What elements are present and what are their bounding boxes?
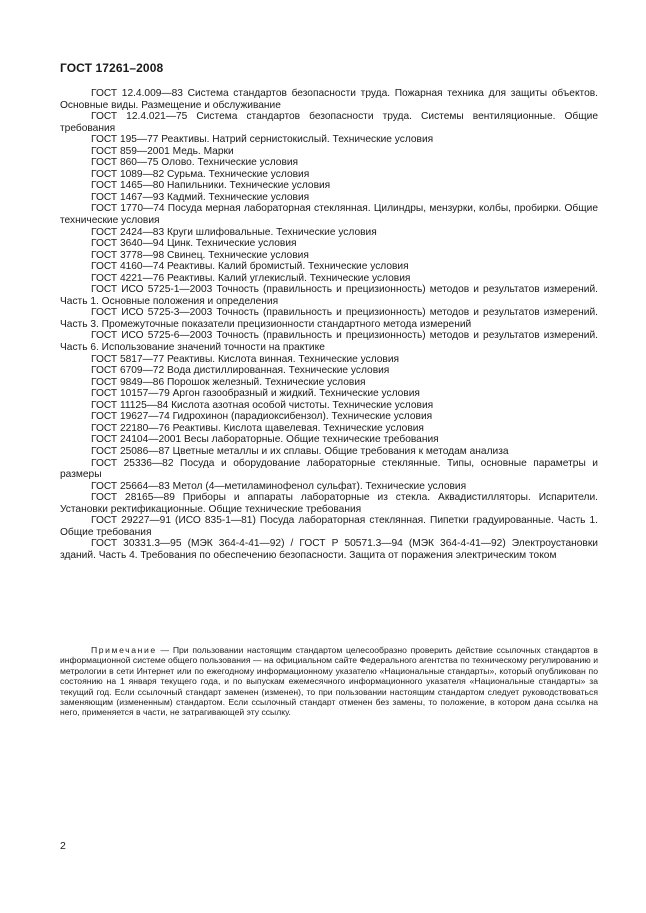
- reference-item: ГОСТ 6709—72 Вода дистиллированная. Технические условия: [91, 365, 390, 377]
- reference-item: ГОСТ 4160—74 Реактивы. Калий бромистый. Технические условия: [91, 261, 409, 273]
- reference-item: ГОСТ 2424—83 Круги шлифовальные. Технические условия: [91, 226, 377, 238]
- reference-item: ГОСТ 5817—77 Реактивы. Кислота винная. Технические условия: [91, 353, 400, 365]
- reference-item: ГОСТ 860—75 Олово. Технические условия: [91, 157, 299, 169]
- reference-item: ГОСТ 195—77 Реактивы. Натрий сернистокислый. Технические условия: [91, 134, 434, 146]
- reference-item: ГОСТ 4221—76 Реактивы. Калий углекислый. Технические условия: [91, 272, 411, 284]
- reference-item: ГОСТ 25336—82 Посуда и оборудование лабораторные стеклянные. Типы, основные параметры и размеры: [60, 457, 598, 481]
- note-text: — При пользовании настоящим стандартом целесообразно проверить действие ссылочных стандартов в информационной системе общего пользования — на официальном сайте Федерального агентства по техническому регулированию и метрологии в сети Интернет или по ежегодному информационному указателю «Национальные стандарты», который опубликован по состоянию на 1 января текущего года, и по выпускам ежемесячного информационного указателя «Национальные стандарты» за текущий год. Если ссылочный стандарт заменен (изменен), то при пользовании настоящим стандартом следует руководствоваться заменяющим (измененным) стандартом. Если ссылочный стандарт отменен без замены, то положение, в котором дана ссылка на него, применяется в части, не затрагивающей эту ссылку.: [60, 645, 598, 718]
- document-header: ГОСТ 17261–2008: [60, 61, 164, 75]
- reference-item: ГОСТ 25664—83 Метол (4—метиламинофенол сульфат). Технические условия: [91, 480, 467, 492]
- reference-item: ГОСТ ИСО 5725-1—2003 Точность (правильность и прецизионность) методов и результатов измерений. Часть 1. Основные положения и определения: [60, 284, 598, 307]
- reference-item: ГОСТ 9849—86 Порошок железный. Технические условия: [91, 376, 366, 388]
- reference-item: ГОСТ 3640—94 Цинк. Технические условия: [91, 238, 297, 250]
- references-list: [60, 88, 598, 561]
- reference-item: ГОСТ 12.4.021—75 Система стандартов безопасности труда. Системы вентиляционные. Общие требования: [60, 111, 598, 134]
- note-paragraph: [60, 645, 598, 718]
- reference-item: ГОСТ 19627—74 Гидрохинон (парадиоксибензол). Технические условия: [91, 411, 433, 423]
- reference-item: ГОСТ 12.4.009—83 Система стандартов безопасности труда. Пожарная техника для защиты объектов. Основные виды. Размещение и обслуживание: [60, 88, 598, 111]
- reference-item: ГОСТ 3778—98 Свинец. Технические условия: [91, 249, 309, 261]
- page-number: 2: [60, 840, 66, 852]
- reference-item: ГОСТ 25086—87 Цветные металлы и их сплавы. Общие требования к методам анализа: [91, 445, 509, 457]
- reference-item: ГОСТ 1465—80 Напильники. Технические условия: [91, 180, 331, 192]
- reference-item: ГОСТ 1089—82 Сурьма. Технические условия: [91, 168, 310, 180]
- reference-item: ГОСТ 24104—2001 Весы лабораторные. Общие технические требования: [91, 434, 439, 446]
- reference-item: ГОСТ 859—2001 Медь. Марки: [91, 145, 234, 157]
- reference-item: ГОСТ 22180—76 Реактивы. Кислота щавелевая. Технические условия: [91, 422, 424, 434]
- reference-item: ГОСТ ИСО 5725-3—2003 Точность (правильность и прецизионность) методов и результатов измерений. Часть 3. Промежуточные показатели прецизионности стандартного метода измерений: [60, 307, 598, 330]
- reference-item: ГОСТ 29227—91 (ИСО 835-1—81) Посуда лабораторная стеклянная. Пипетки градуированные. Часть 1. Общие требования: [60, 515, 598, 538]
- reference-item: ГОСТ 10157—79 Аргон газообразный и жидкий. Технические условия: [91, 388, 420, 400]
- reference-item: ГОСТ 30331.3—95 (МЭК 364-4-41—92) / ГОСТ Р 50571.3—94 (МЭК 364-4-41—92) Электроустановки зданий. Часть 4. Требования по обеспечению безопасности. Защита от поражения электрическим током: [60, 538, 598, 561]
- reference-item: ГОСТ 28165—89 Приборы и аппараты лабораторные из стекла. Аквадистилляторы. Испарители. Установки ректификационные. Общие технические требования: [60, 492, 598, 515]
- reference-item: ГОСТ 1467—93 Кадмий. Технические условия: [91, 191, 310, 203]
- reference-item: ГОСТ 11125—84 Кислота азотная особой чистоты. Технические условия: [91, 399, 434, 411]
- reference-item: ГОСТ ИСО 5725-6—2003 Точность (правильность и прецизионность) методов и результатов измерений. Часть 6. Использование значений точности на практике: [60, 330, 598, 354]
- reference-item: ГОСТ 1770—74 Посуда мерная лабораторная стеклянная. Цилиндры, мензурки, колбы, пробирки. Общие технические условия: [60, 203, 598, 227]
- note-label: Примечание: [91, 645, 157, 655]
